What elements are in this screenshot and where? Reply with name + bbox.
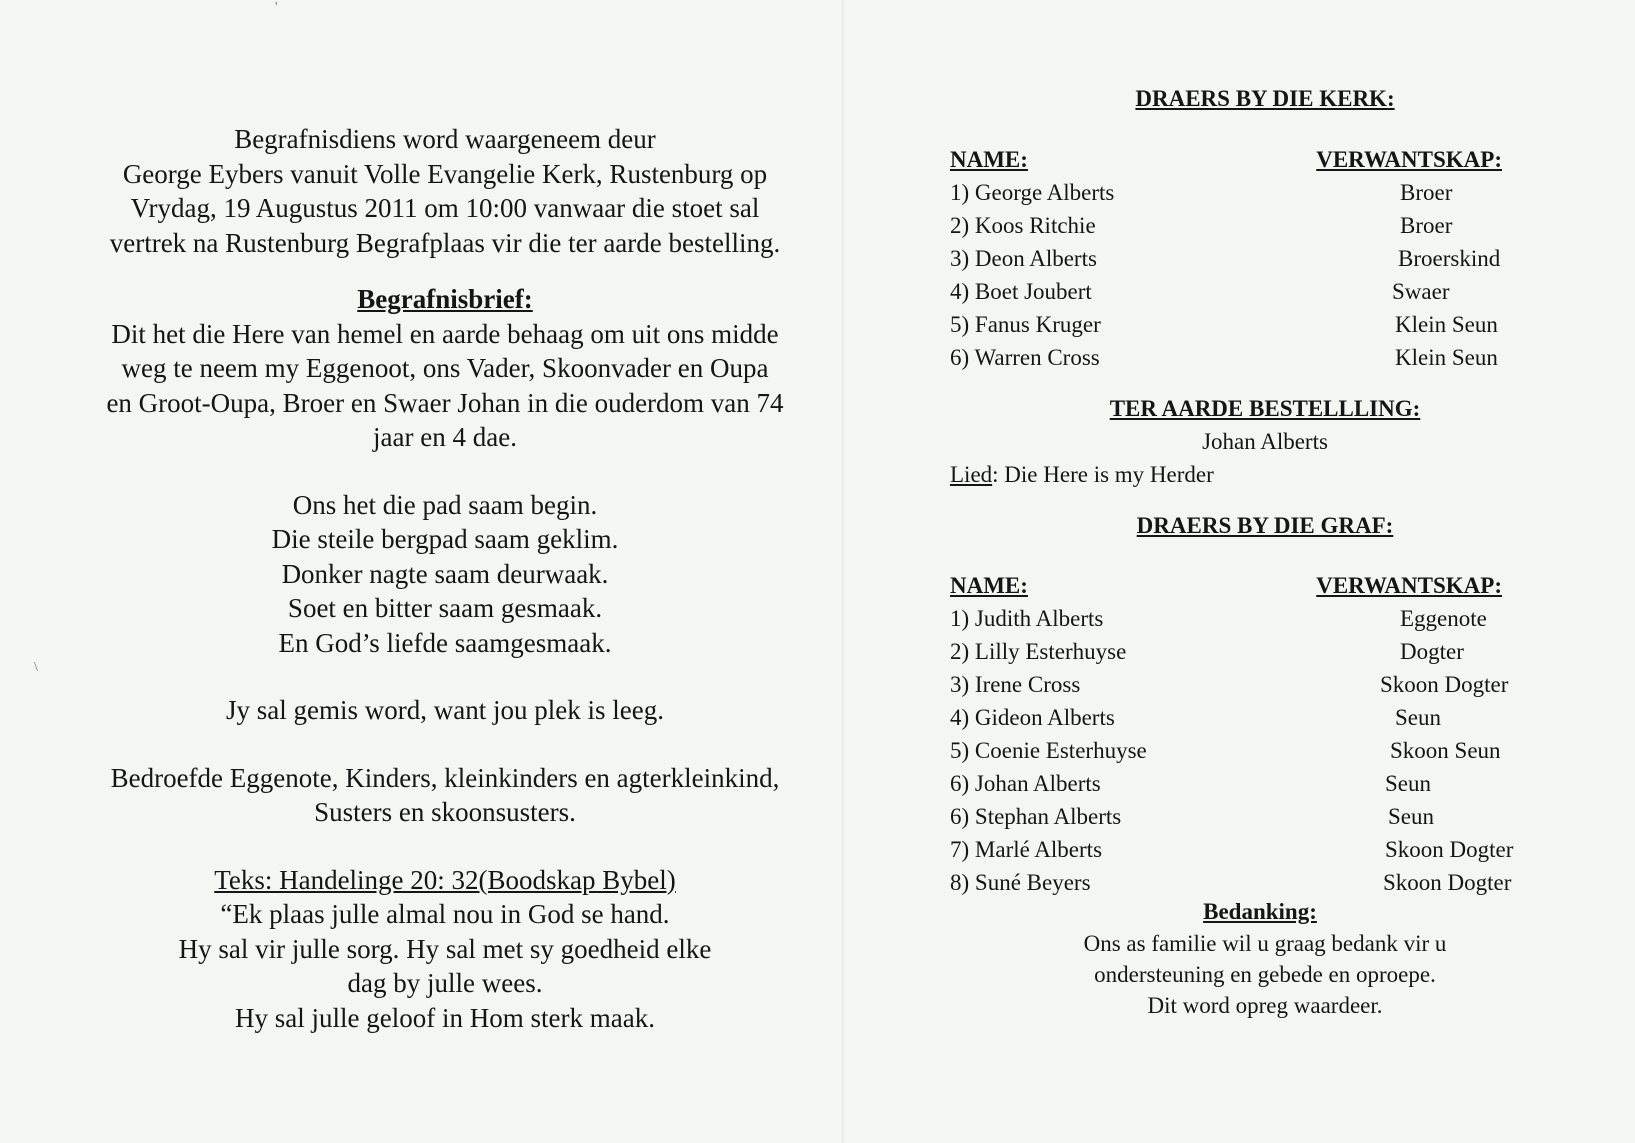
bearer-relation: Broerskind bbox=[1398, 246, 1501, 271]
song-label: Lied bbox=[950, 462, 993, 487]
scan-mark: ' bbox=[275, 0, 278, 15]
name-label: NAME: bbox=[950, 573, 1028, 598]
poem-line: Donker nagte saam deurwaak. bbox=[281, 558, 609, 589]
mourners-line: Susters en skoonsusters. bbox=[314, 797, 576, 827]
list-item bbox=[950, 668, 1550, 701]
scripture-line: dag by julle wees. bbox=[347, 968, 543, 998]
bearer-name: 6) Warren Cross bbox=[950, 345, 1100, 370]
song-text: : Die Here is my Herder bbox=[992, 462, 1214, 487]
letter-line: Dit het die Here van hemel en aarde behaag om uit ons midde bbox=[111, 318, 779, 349]
bearer-name: 5) Fanus Kruger bbox=[950, 312, 1101, 337]
scan-mark: \ bbox=[34, 660, 38, 675]
bearer-name: 8) Suné Beyers bbox=[950, 870, 1091, 895]
list-item bbox=[950, 701, 1550, 734]
service-line: Begrafnisdiens word waargeneem deur bbox=[234, 124, 656, 154]
bearer-relation: Broer bbox=[1400, 180, 1453, 205]
bearer-name: 1) George Alberts bbox=[950, 180, 1115, 205]
missed-line: Jy sal gemis word, want jou plek is leeg. bbox=[226, 695, 664, 725]
song-line bbox=[950, 458, 1550, 491]
burial-name: Johan Alberts bbox=[1202, 429, 1328, 454]
grave-bearers-heading: DRAERS BY DIE GRAF: bbox=[1136, 513, 1394, 538]
bearer-name: 4) Gideon Alberts bbox=[950, 705, 1115, 730]
thanks-heading: Bedanking: bbox=[1203, 899, 1317, 924]
bearer-relation: Broer bbox=[1400, 213, 1453, 238]
bearer-relation: Seun bbox=[1385, 771, 1431, 796]
mourners-line: Bedroefde Eggenote, Kinders, kleinkinders en agterkleinkind, bbox=[110, 762, 780, 793]
list-item bbox=[950, 341, 1550, 374]
scripture-line: Hy sal julle geloof in Hom sterk maak. bbox=[235, 1002, 655, 1033]
bearer-name: 6) Stephan Alberts bbox=[950, 804, 1122, 829]
burial-heading: TER AARDE BESTELLLING: bbox=[1109, 396, 1421, 421]
left-column bbox=[60, 122, 830, 1035]
grave-list-header bbox=[950, 569, 1550, 602]
letter-line: en Groot-Oupa, Broer en Swaer Johan in die ouderdom van 74 bbox=[106, 387, 784, 418]
bearer-name: 2) Lilly Esterhuyse bbox=[950, 639, 1127, 664]
bearer-relation: Seun bbox=[1395, 705, 1441, 730]
bearer-name: 3) Deon Alberts bbox=[950, 246, 1097, 271]
poem-line: Die steile bergpad saam geklim. bbox=[271, 524, 619, 554]
bearer-relation: Klein Seun bbox=[1395, 312, 1498, 337]
bearer-relation: Dogter bbox=[1400, 639, 1464, 664]
right-column bbox=[950, 82, 1550, 1021]
list-item bbox=[950, 308, 1550, 341]
bearer-relation: Skoon Dogter bbox=[1380, 672, 1509, 697]
list-item bbox=[950, 800, 1550, 833]
relation-label: VERWANTSKAP: bbox=[1316, 147, 1502, 172]
bearer-name: 6) Johan Alberts bbox=[950, 771, 1101, 796]
list-item bbox=[950, 176, 1550, 209]
thanks-line: Dit word opreg waardeer. bbox=[1147, 993, 1383, 1018]
list-item bbox=[950, 602, 1550, 635]
letter-line: weg te neem my Eggenoot, ons Vader, Skoonvader en Oupa bbox=[121, 353, 769, 383]
list-item bbox=[950, 242, 1550, 275]
scripture-heading: Teks: Handelinge 20: 32(Boodskap Bybel) bbox=[214, 864, 676, 895]
bearer-relation: Skoon Dogter bbox=[1385, 837, 1514, 862]
relation-label: VERWANTSKAP: bbox=[1316, 573, 1502, 598]
bearer-name: 3) Irene Cross bbox=[950, 672, 1081, 697]
name-label: NAME: bbox=[950, 147, 1028, 172]
bearer-relation: Eggenote bbox=[1400, 606, 1487, 631]
page-fold bbox=[842, 0, 844, 1143]
poem-line: Soet en bitter saam gesmaak. bbox=[287, 593, 603, 623]
bearer-name: 7) Marlé Alberts bbox=[950, 837, 1103, 862]
bearer-relation: Klein Seun bbox=[1395, 345, 1498, 370]
thanks-line: ondersteuning en gebede en oproepe. bbox=[1094, 962, 1436, 987]
list-item bbox=[950, 635, 1550, 668]
bearer-relation: Skoon Dogter bbox=[1383, 870, 1512, 895]
thanks-line: Ons as familie wil u graag bedank vir u bbox=[1083, 931, 1447, 956]
poem-line: En God’s liefde saamgesmaak. bbox=[278, 627, 612, 658]
service-line: George Eybers vanuit Volle Evangelie Kerk, Rustenburg op bbox=[122, 158, 768, 189]
scripture-line: “Ek plaas julle almal nou in God se hand. bbox=[220, 899, 670, 929]
letter-heading: Begrafnisbrief: bbox=[357, 284, 533, 314]
scripture-line: Hy sal vir julle sorg. Hy sal met sy goedheid elke bbox=[178, 933, 712, 964]
bearer-relation: Swaer bbox=[1392, 279, 1450, 304]
bearer-name: 2) Koos Ritchie bbox=[950, 213, 1096, 238]
list-item bbox=[950, 275, 1550, 308]
service-line: Vrydag, 19 Augustus 2011 om 10:00 vanwaar die stoet sal bbox=[130, 193, 760, 223]
list-item bbox=[950, 767, 1550, 800]
bearer-name: 4) Boet Joubert bbox=[950, 279, 1092, 304]
list-item bbox=[950, 209, 1550, 242]
service-line: vertrek na Rustenburg Begrafplaas vir die ter aarde bestelling. bbox=[109, 227, 781, 258]
church-list-header bbox=[950, 143, 1550, 176]
bearer-name: 5) Coenie Esterhuyse bbox=[950, 738, 1147, 763]
list-item bbox=[950, 734, 1550, 767]
poem-line: Ons het die pad saam begin. bbox=[292, 489, 598, 520]
bearer-relation: Seun bbox=[1388, 804, 1434, 829]
letter-line: jaar en 4 dae. bbox=[373, 422, 517, 452]
list-item bbox=[950, 833, 1550, 866]
church-bearers-heading: DRAERS BY DIE KERK: bbox=[1135, 86, 1395, 111]
bearer-name: 1) Judith Alberts bbox=[950, 606, 1104, 631]
bearer-relation: Skoon Seun bbox=[1390, 738, 1501, 763]
